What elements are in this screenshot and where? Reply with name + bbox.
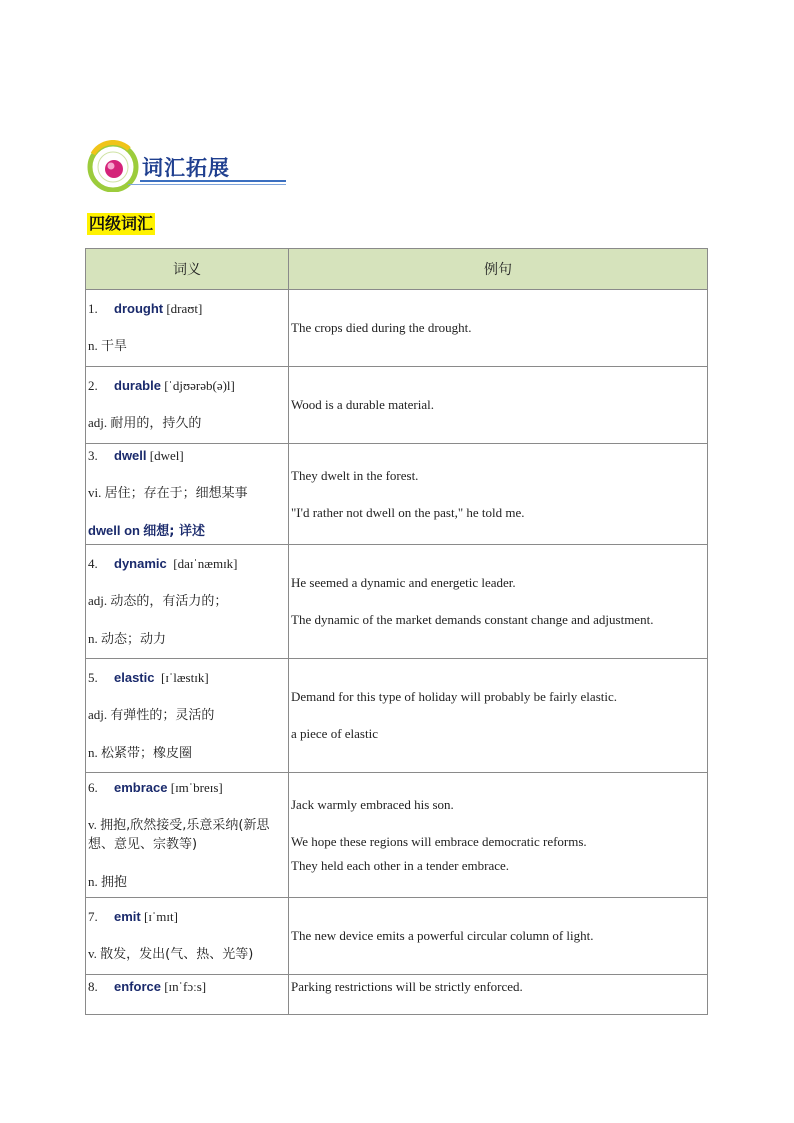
example-sentence: We hope these regions will embrace democratic reforms. (291, 833, 587, 849)
example-sentence: The dynamic of the market demands constant change and adjustment. (291, 612, 654, 627)
phonetic: [ˈdjʊərəb(ə)l] (164, 378, 235, 393)
example-cell (289, 773, 708, 898)
example-sentence: He seemed a dynamic and energetic leader. (291, 575, 516, 590)
word-cell (86, 367, 289, 444)
title-underline (140, 180, 286, 182)
word-cell (86, 290, 289, 367)
word-cell (86, 545, 289, 659)
vocab-level-label: 四级词汇 (89, 214, 154, 233)
phonetic: [dwel] (149, 448, 184, 463)
example-cell (289, 659, 708, 773)
word-cell (86, 975, 289, 1015)
part-of-speech: adj. (88, 592, 108, 608)
example-cell (289, 898, 708, 975)
part-of-speech: adj. (88, 706, 108, 722)
example-cell (289, 367, 708, 444)
meaning-cn: 居住；存在于；细想某事 (104, 486, 248, 501)
table-row (86, 367, 708, 444)
phonetic: [daɪˈnæmɪk] (173, 555, 238, 571)
headword: dynamic (114, 555, 167, 571)
example-sentence: Wood is a durable material. (291, 397, 434, 412)
example-sentence: Jack warmly embraced his son. (291, 796, 454, 812)
headword: enforce (114, 979, 161, 994)
meaning-cn: 松紧带；橡皮圈 (101, 745, 193, 761)
table-row (86, 773, 708, 898)
table-row (86, 898, 708, 975)
table-row (86, 545, 708, 659)
headword: emit (114, 909, 141, 924)
entry-number: 1. (88, 301, 98, 316)
part-of-speech: n. (88, 338, 98, 353)
entry-number: 3. (88, 448, 98, 463)
example-sentence: "I'd rather not dwell on the past," he told me. (291, 504, 525, 520)
part-of-speech: adj. (88, 415, 108, 430)
headword: drought (114, 301, 164, 316)
part-of-speech: v. (88, 946, 97, 961)
example-sentence: They dwelt in the forest. (291, 467, 419, 483)
section-title: 词汇拓展 (142, 156, 230, 180)
entry-number: 5. (88, 669, 98, 685)
example-sentence: a piece of elastic (291, 726, 378, 741)
word-cell (86, 773, 289, 898)
example-sentence: The new device emits a powerful circular column of light. (291, 928, 594, 943)
entry-number: 2. (88, 378, 98, 393)
word-cell (86, 898, 289, 975)
phonetic: [ɪˈlæstɪk] (160, 669, 209, 685)
table-row (86, 659, 708, 773)
part-of-speech: n. (88, 744, 98, 760)
table-row (86, 290, 708, 367)
headword: elastic (114, 669, 155, 685)
meaning-cn: 有弹性的；灵活的 (110, 707, 215, 723)
part-of-speech: vi. (88, 485, 102, 500)
table-row (86, 975, 708, 1015)
phonetic: [ɪnˈfɔːs] (164, 979, 207, 994)
part-of-speech: n. (88, 630, 98, 646)
vocabulary-table (85, 248, 708, 1015)
title-underline-thin (128, 184, 286, 185)
example-cell (289, 290, 708, 367)
headword: durable (114, 378, 161, 393)
part-of-speech: n. (88, 873, 98, 889)
headword: embrace (114, 779, 168, 795)
example-sentence: Demand for this type of holiday will probably be fairly elastic. (291, 689, 617, 704)
meaning-cn: 动态的，有活力的； (110, 593, 228, 609)
phonetic: [ɪmˈbreɪs] (170, 779, 223, 795)
entry-number: 8. (88, 979, 98, 994)
example-cell (289, 545, 708, 659)
entry-number: 7. (88, 909, 98, 924)
phonetic: [draʊt] (166, 301, 203, 316)
part-of-speech: v. (88, 816, 97, 832)
entry-number: 6. (88, 779, 98, 795)
entry-number: 4. (88, 555, 98, 571)
headword: dwell (114, 448, 147, 463)
meaning-cn: 耐用的，持久的 (110, 416, 202, 431)
word-cell (86, 444, 289, 545)
table-header-row (86, 249, 708, 290)
example-cell (289, 444, 708, 545)
example-sentence: They held each other in a tender embrace. (291, 857, 509, 873)
meaning-cn: 散发，发出(气、热、光等) (100, 947, 254, 962)
meaning-cn: 干旱 (101, 339, 128, 354)
meaning-cn: 拥抱,欣然接受,乐意采纳(新思想、意见、宗教等) (88, 817, 270, 852)
example-cell (289, 975, 708, 1015)
example-sentence: Parking restrictions will be strictly enforced. (291, 979, 523, 994)
table-row (86, 444, 708, 545)
phrase-meaning: 细想; 详述 (143, 524, 205, 539)
word-cell (86, 659, 289, 773)
header-meaning: 词义 (86, 249, 289, 290)
meaning-cn: 动态；动力 (101, 631, 167, 647)
meaning-cn: 拥抱 (101, 874, 128, 890)
example-sentence: The crops died during the drought. (291, 320, 472, 335)
header-example: 例句 (289, 249, 708, 290)
phonetic: [ɪˈmɪt] (143, 909, 178, 924)
phrase: dwell on (88, 523, 140, 538)
